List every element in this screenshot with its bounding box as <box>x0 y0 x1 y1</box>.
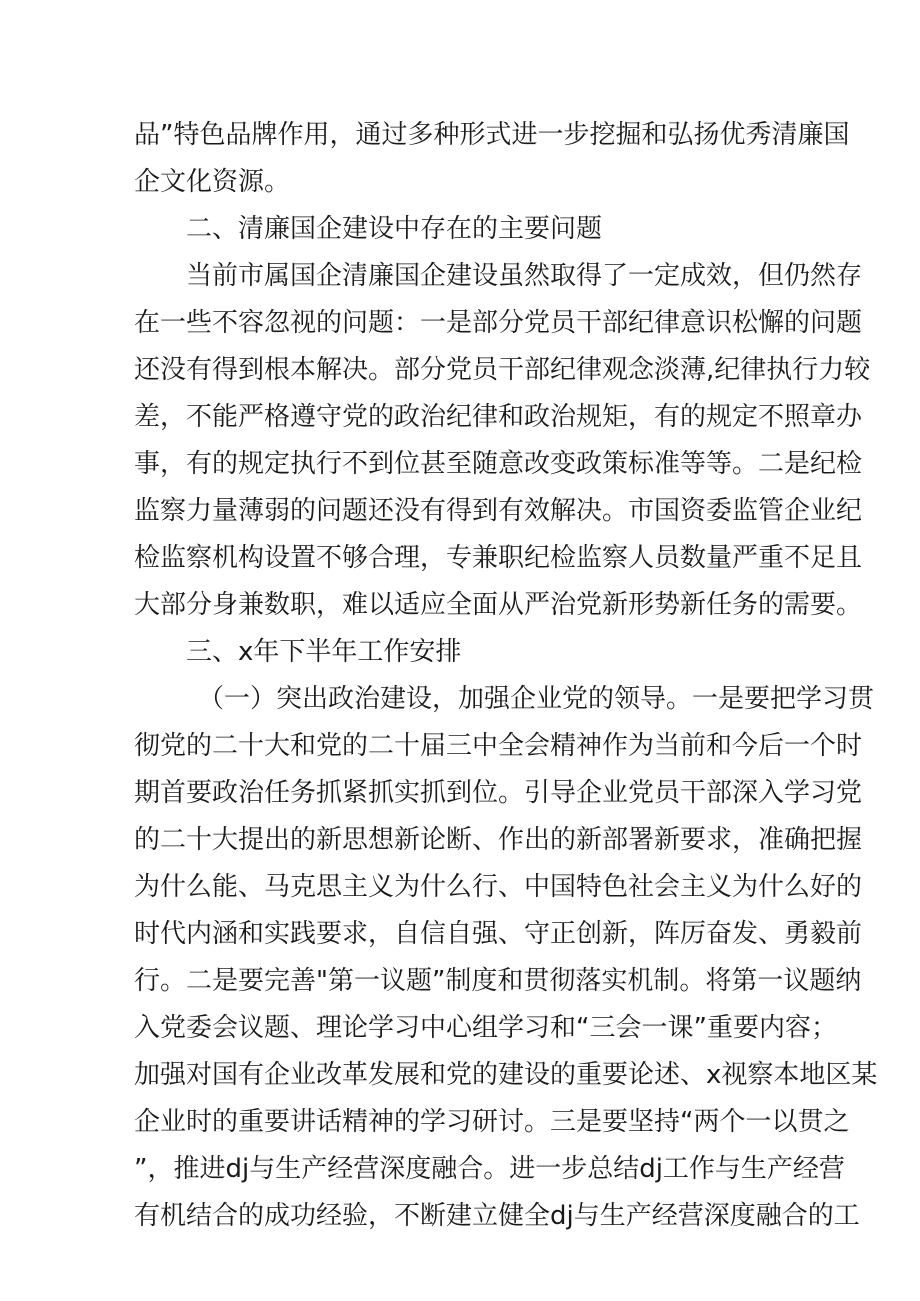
text-line: 企业时的重要讲话精神的学习研讨。三是要坚持“两个一以贯之 <box>134 1107 850 1137</box>
text-line: 入党委会议题、理论学习中心组学习和“三会一课”重要内容； <box>134 1013 837 1043</box>
text-line: 期首要政治任务抓紧抓实抓到位。引导企业党员干部深入学习党 <box>134 778 863 808</box>
text-line: 检监察机构设置不够合理，专兼职纪检监察人员数量严重不足且 <box>134 543 863 573</box>
document-body <box>134 112 878 1240</box>
text-line: 企文化资源。 <box>134 167 291 197</box>
text-line: 差，不能严格遵守党的政治纪律和政治规矩，有的规定不照章办 <box>134 402 863 432</box>
text-line: 加强对国有企业改革发展和党的建设的重要论述、x视察本地区某 <box>134 1060 878 1090</box>
text-line: 时代内涵和实践要求，自信自强、守正创新，阵厉奋发、勇毅前 <box>134 919 863 949</box>
text-line: 还没有得到根本解决。部分党员干部纪律观念淡薄,纪律执行力较 <box>134 355 871 385</box>
text-line: 在一些不容忽视的问题：一是部分党员干部纪律意识松懈的问题 <box>134 308 863 338</box>
text-line: 的二十大提出的新思想新论断、作出的新部署新要求，准确把握 <box>134 825 863 855</box>
paragraph-first-line: （一）突出政治建设，加强企业党的领导。一是要把学习贯 <box>198 684 875 714</box>
text-line: 彻党的二十大和党的二十届三中全会精神作为当前和今后一个时 <box>134 731 863 761</box>
text-line: 有机结合的成功经验，不断建立健全dj与生产经营深度融合的工 <box>134 1201 860 1231</box>
text-line: 行。二是要完善"第一议题”制度和贯彻落实机制。将第一议题纳 <box>134 966 862 996</box>
text-line: 事，有的规定执行不到位甚至随意改变政策标准等等。二是纪检 <box>134 449 863 479</box>
section-heading: 三、x年下半年工作安排 <box>186 637 462 667</box>
text-line: 大部分身兼数职，难以适应全面从严治党新形势新任务的需要。 <box>134 590 863 620</box>
section-heading: 二、清廉国企建设中存在的主要问题 <box>186 214 603 244</box>
text-line: 品”特色品牌作用，通过多种形式进一步挖掘和弘扬优秀清廉国 <box>134 120 850 150</box>
text-line: 监察力量薄弱的问题还没有得到有效解决。市国资委监管企业纪 <box>134 496 863 526</box>
text-line: 为什么能、马克思主义为什么行、中国特色社会主义为什么好的 <box>134 872 863 902</box>
text-line: ”，推进dj与生产经营深度融合。进一步总结dj工作与生产经营 <box>134 1154 845 1184</box>
paragraph-first-line: 当前市属国企清廉国企建设虽然取得了一定成效，但仍然存 <box>186 261 863 291</box>
